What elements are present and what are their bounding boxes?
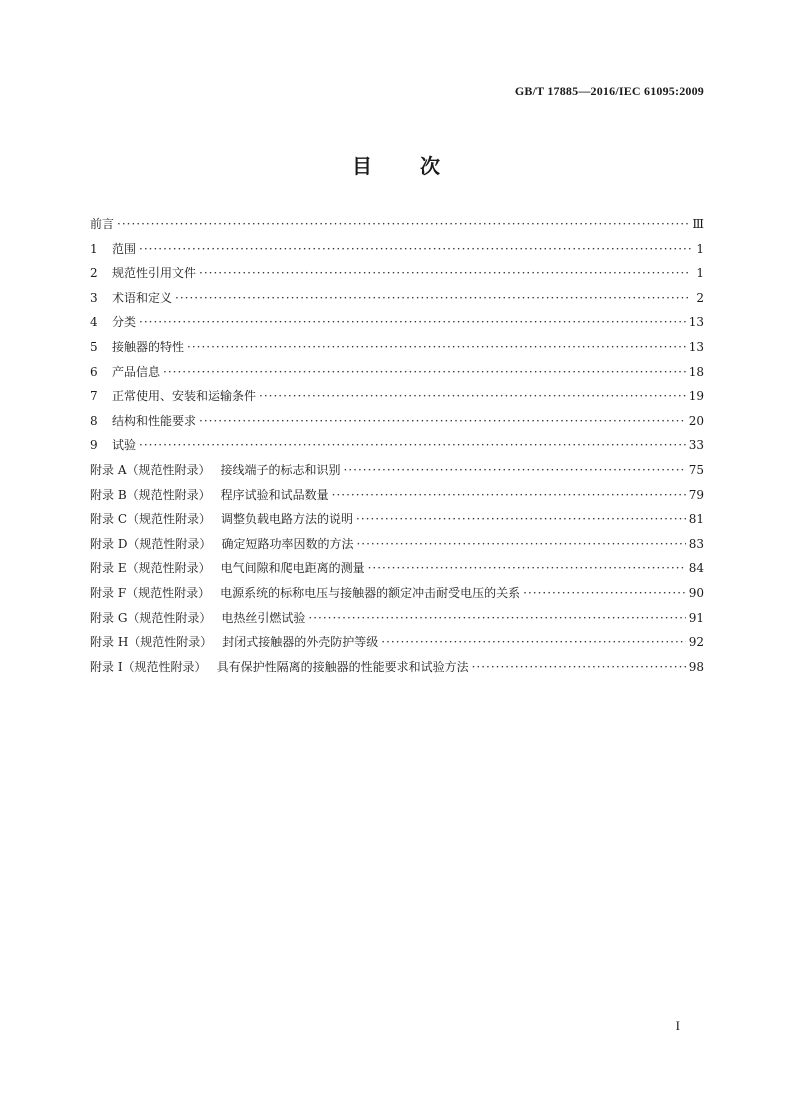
toc-entry[interactable] <box>90 216 704 241</box>
toc-leader-dots <box>163 364 686 380</box>
page-number: I <box>675 1018 680 1033</box>
toc-entry-title: 调整负载电路方法的说明 <box>221 512 354 527</box>
toc-entry[interactable] <box>90 314 704 339</box>
toc-leader-dots <box>175 290 691 306</box>
toc-entry-title: 分类 <box>112 315 137 330</box>
toc-entry-page-number: 20 <box>688 413 704 428</box>
toc-entry[interactable] <box>90 560 704 585</box>
toc-entry-title: 具有保护性隔离的接触器的性能要求和试验方法 <box>216 659 469 674</box>
toc-leader-dots <box>344 462 686 478</box>
standard-number-header: GB/T 17885—2016/IEC 61095:2009 <box>514 84 704 98</box>
toc-entry-page-number: 91 <box>688 610 704 625</box>
title-char-1: 目 <box>352 154 372 178</box>
toc-entry-annex-prefix: 附录 E（规范性附录） <box>90 561 211 576</box>
table-of-contents <box>90 216 704 683</box>
toc-leader-dots <box>523 585 686 601</box>
toc-entry[interactable] <box>90 388 704 413</box>
toc-entry-annex-prefix: 附录 B（规范性附录） <box>90 487 211 502</box>
toc-entry-page-number: 98 <box>688 659 704 674</box>
toc-entry-number: 6 <box>90 364 98 379</box>
toc-entry-annex-prefix: 附录 H（规范性附录） <box>90 635 213 650</box>
toc-entry-page-number: Ⅲ <box>692 217 704 231</box>
toc-entry-title: 结构和性能要求 <box>112 413 197 428</box>
toc-entry[interactable] <box>90 634 704 659</box>
page-title <box>0 150 792 179</box>
toc-entry-page-number: 33 <box>688 438 704 453</box>
toc-entry-title: 确定短路功率因数的方法 <box>221 536 354 551</box>
toc-entry[interactable] <box>90 610 704 635</box>
toc-leader-dots <box>472 659 686 675</box>
toc-entry-title: 接触器的特性 <box>112 339 185 354</box>
toc-entry-title: 电源系统的标称电压与接触器的额定冲击耐受电压的关系 <box>220 585 521 600</box>
toc-entry-number: 9 <box>90 438 98 453</box>
toc-leader-dots <box>259 388 686 404</box>
toc-entry[interactable] <box>90 437 704 462</box>
toc-entry-title: 产品信息 <box>112 364 161 379</box>
toc-entry[interactable] <box>90 241 704 266</box>
toc-entry-title: 前言 <box>90 217 115 231</box>
toc-leader-dots <box>368 560 686 576</box>
toc-entry-page-number: 13 <box>688 315 704 330</box>
toc-entry-annex-prefix: 附录 F（规范性附录） <box>90 585 211 600</box>
toc-entry-page-number: 2 <box>696 290 704 305</box>
toc-entry-number: 8 <box>90 413 98 428</box>
toc-leader-dots <box>381 634 685 650</box>
toc-entry-page-number: 1 <box>696 266 704 281</box>
toc-leader-dots <box>139 314 686 330</box>
toc-entry[interactable] <box>90 462 704 487</box>
toc-leader-dots <box>117 216 689 232</box>
toc-entry-title: 接线端子的标志和识别 <box>220 462 341 477</box>
title-char-2: 次 <box>420 154 440 178</box>
toc-leader-dots <box>199 265 691 281</box>
toc-leader-dots <box>139 241 691 257</box>
toc-entry-title: 程序试验和试品数量 <box>220 487 329 502</box>
toc-entry-title: 规范性引用文件 <box>112 266 197 281</box>
toc-entry-annex-prefix: 附录 A（规范性附录） <box>90 462 211 477</box>
toc-leader-dots <box>139 437 686 453</box>
toc-entry-number: 7 <box>90 389 98 404</box>
toc-entry-page-number: 18 <box>688 364 704 379</box>
toc-entry-page-number: 92 <box>688 635 704 650</box>
toc-entry-title: 范围 <box>112 241 137 256</box>
toc-entry[interactable] <box>90 511 704 536</box>
toc-leader-dots <box>199 413 686 429</box>
toc-entry-title: 电热丝引燃试验 <box>221 610 306 625</box>
toc-entry-title: 正常使用、安装和运输条件 <box>112 389 257 404</box>
toc-entry-page-number: 75 <box>688 462 704 477</box>
toc-entry[interactable] <box>90 290 704 315</box>
toc-entry[interactable] <box>90 364 704 389</box>
toc-entry-annex-prefix: 附录 I（规范性附录） <box>90 659 207 674</box>
toc-entry[interactable] <box>90 536 704 561</box>
toc-entry-page-number: 1 <box>696 241 704 256</box>
toc-leader-dots <box>332 487 686 503</box>
toc-leader-dots <box>187 339 686 355</box>
toc-entry-number: 1 <box>90 241 98 256</box>
toc-entry-number: 4 <box>90 315 98 330</box>
toc-entry-page-number: 19 <box>688 389 704 404</box>
toc-entry-number: 2 <box>90 266 98 281</box>
toc-entry-title: 试验 <box>112 438 137 453</box>
toc-leader-dots <box>356 536 685 552</box>
toc-entry-annex-prefix: 附录 D（规范性附录） <box>90 536 212 551</box>
toc-entry-page-number: 13 <box>688 339 704 354</box>
toc-entry[interactable] <box>90 487 704 512</box>
toc-entry-page-number: 83 <box>688 536 704 551</box>
toc-entry-title: 电气间隙和爬电距离的测量 <box>220 561 365 576</box>
toc-entry[interactable] <box>90 659 704 684</box>
toc-entry-title: 封闭式接触器的外壳防护等级 <box>222 635 379 650</box>
toc-entry-number: 3 <box>90 290 98 305</box>
toc-entry-annex-prefix: 附录 G（规范性附录） <box>90 610 212 625</box>
toc-entry[interactable] <box>90 585 704 610</box>
toc-entry[interactable] <box>90 339 704 364</box>
toc-entry-page-number: 79 <box>688 487 704 502</box>
toc-entry-page-number: 84 <box>688 561 704 576</box>
toc-entry[interactable] <box>90 265 704 290</box>
toc-leader-dots <box>356 511 686 527</box>
toc-entry-annex-prefix: 附录 C（规范性附录） <box>90 512 211 527</box>
toc-leader-dots <box>308 610 685 626</box>
toc-entry[interactable] <box>90 413 704 438</box>
toc-entry-page-number: 90 <box>688 585 704 600</box>
toc-entry-number: 5 <box>90 339 98 354</box>
toc-entry-title: 术语和定义 <box>112 290 173 305</box>
toc-entry-page-number: 81 <box>688 512 704 527</box>
